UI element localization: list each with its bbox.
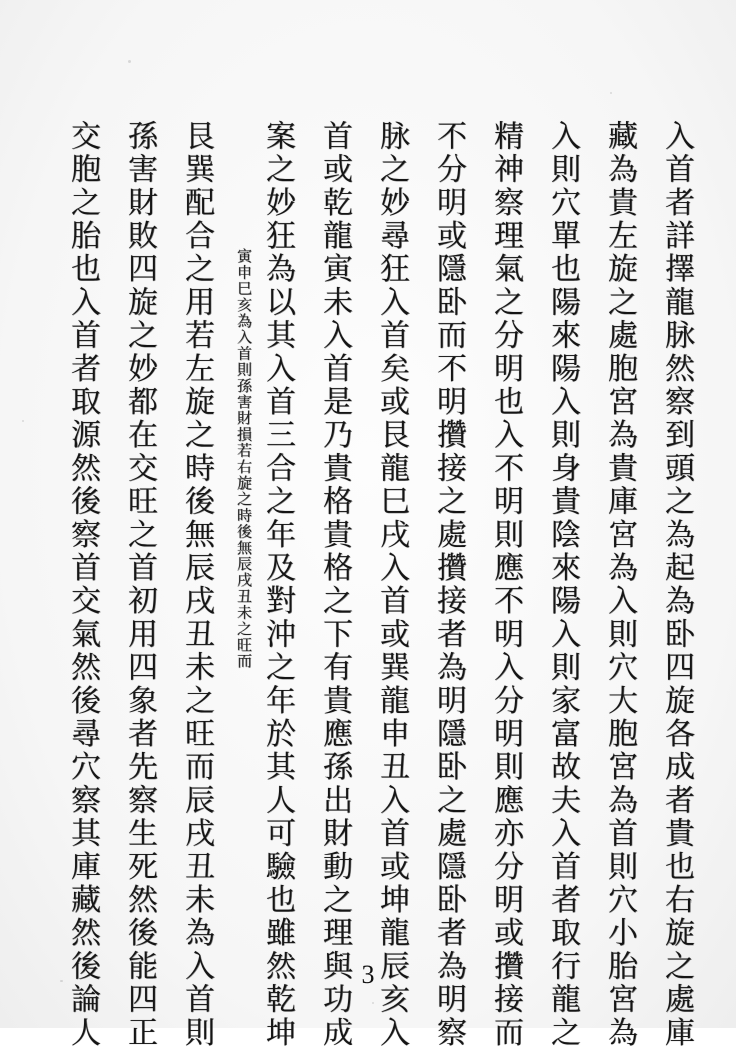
- text-column-11: 交胞之胎也入首者取源然後察首交氣然後尋穴察其庫藏然後論人: [65, 120, 100, 1050]
- text-column-1: 入首者詳擇龍脉然察到頭之為起為卧四旋各成者貴也右旋之處庫: [659, 120, 694, 1050]
- text-column-2: 藏為貴左旋之處胞宮為貴庫宮為入則穴大胞宮為首則穴小胎宮為: [602, 120, 637, 1050]
- text-column-6: 脉之妙尋狂入首矣或艮龍巳戌入首或巽龍申丑入首或坤龍辰亥入: [374, 120, 409, 1050]
- annotation-column: 寅申巳亥為入首則孫害財損若右旋之時後無辰戌丑未之旺而: [235, 248, 253, 670]
- text-column-10: 孫害財敗四旋之妙都在交旺之首初用四象者先察生死然後能四正: [122, 120, 157, 1050]
- text-column-3: 入則穴單也陽來陽入則身貴陰來陽入則家富故夫入首者取行龍之: [545, 120, 580, 1050]
- page-number: 3: [361, 960, 375, 989]
- text-column-4: 精神察理氣之分明也入不明則應不明入分明則應亦分明或攢接而: [488, 120, 523, 1050]
- text-column-9: 艮巽配合之用若左旋之時後無辰戌丑未之旺而辰戌丑未為入首則: [179, 120, 214, 1050]
- text-column-5: 不分明或隱卧而不明攢接之處攢接者為明隱卧之處隱卧者為明察: [431, 120, 466, 1050]
- vertical-text-body: [34, 120, 700, 1050]
- text-column-7: 首或乾龍寅未入首是乃貴格貴格之下有貴應孫出財動之理與功成: [317, 120, 352, 1050]
- text-column-8: 案之妙狂為以其入首三合之年及對沖之年於其人可驗也雖然乾坤: [260, 120, 295, 1050]
